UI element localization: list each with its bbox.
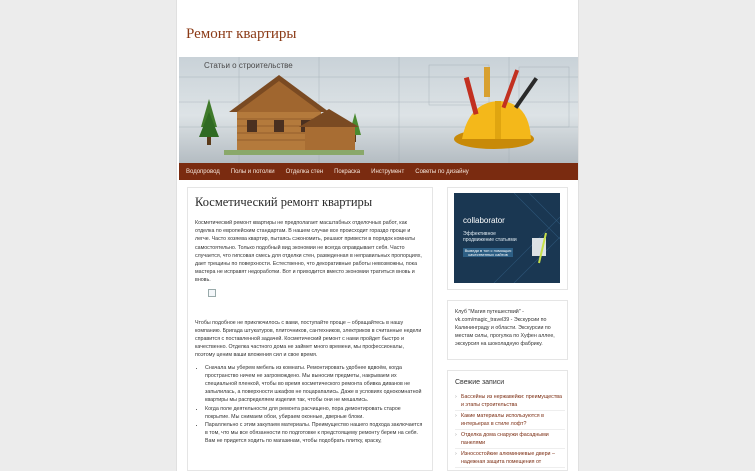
recent-posts-title: Свежие записи: [455, 379, 505, 386]
main-nav: [179, 163, 578, 180]
nav-item-plumbing[interactable]: Водопровод: [186, 168, 220, 175]
nav-item-wall-finishing[interactable]: Отделка стен: [285, 168, 324, 175]
recent-posts-list: [455, 393, 565, 469]
article-list: [205, 364, 425, 446]
list-item: • Когда поле деятельности для ремонта расчищено, пора демонтировать старое покрытие. Мы снимаем обои, убираем оконные, дверные блоки.: [205, 405, 425, 421]
club-text: Клуб "Магия путешествий" - vk.com/magic_travel39 - Экскурсии по Калининграду и области. Экскурсии по местам силы, прогулка по Хуфен аллее, экскурсия на шоколадную фабрику.: [455, 309, 555, 347]
nav-item-painting[interactable]: Покраска: [334, 168, 361, 175]
banner-illustration: [179, 57, 578, 163]
ad-logo: collaborator: [463, 216, 505, 225]
site-title[interactable]: Ремонт квартиры: [186, 26, 297, 42]
recent-post-link[interactable]: › Износостойкие алюминиевые двери – надежная защита помещения от: [455, 450, 565, 468]
site-tagline: Статьи о строительстве: [204, 61, 293, 70]
ad-headline: Эффективное: [463, 231, 496, 237]
list-item: • Параллельно с этим закупаем материалы. Преимущество нашего подхода заключается в том, что мы все обязанности по подготовке к предстоящему ремонту берем на себя. Вам не придется ходить по магазинам, чтобы подобрать плитку, краску,: [205, 421, 425, 446]
nav-item-floors-ceilings[interactable]: Полы и потолки: [230, 168, 275, 175]
recent-post-link[interactable]: › Какие материалы используются в интерьерах в стиле лофт?: [455, 412, 565, 430]
article-paragraph: Чтобы подобное не приключилось с вами, поступайте проще – обращайтесь в нашу компанию. Бригада штукатуров, плиточников, сантехников, электриков в считанные недели справится с поставленной задачей. Косметический ремонт с нами пройдет быстро и качественно. Отделка частного дома не займет много времени, мы профессионалы, поэтому ценим ваши вложения сил и свое время.: [195, 319, 422, 359]
nav-item-tools[interactable]: Инструмент: [371, 168, 405, 175]
article-card: [187, 187, 433, 471]
broken-image-icon: [208, 289, 216, 297]
recent-post-link[interactable]: › Отделка дома снаружи фасадными панелями: [455, 431, 565, 449]
recent-post-link[interactable]: › Бассейны из нержавейки: преимущества и этапы строительства: [455, 393, 565, 411]
article-paragraph: Косметический ремонт квартиры не предполагает масштабных отделочных работ, как отделка по европейским стандартам. В нашем случае все происходит гораздо проще и легче. Часто хозяева квартир, пытаясь сэкономить, решают привести в порядок комнаты самостоятельно. Только подобный вид экономии не всегда оправдывает себя. Часто случается, что гипсовая смесь для отделки стен, разведенная в неправильных пропорциях, дает трещины по поверхности. Естественно, что декоративные работы невозможны, пока мастера не исправят недоработки. Вот и приходится вместо экономии тратиться вновь и вновь.: [195, 220, 422, 284]
header-banner: [179, 57, 578, 163]
collaborator-ad-banner[interactable]: [454, 193, 560, 283]
nav-item-design-tips[interactable]: Советы по дизайну: [415, 168, 469, 175]
ad-cta-button[interactable]: Выведи в топ с помощью качественных сайтов: [464, 247, 512, 257]
list-item: • Сначала мы уберем мебель из комнаты. Ремонтировать удобнее вдвоём, когда пространство ничем не загромождено. Мы выносим предметы, накрываем их специальной пленкой, чтобы во время косметического ремонта обивка диванов не запылилась, а поверхности шкафов не поцарапались. Даже в условиях однокомнатной квартиры мы распределяем изделия так, чтобы они не мешались.: [205, 364, 425, 405]
ad-subheadline: продвижение статьями: [463, 237, 517, 243]
article-title: Косметический ремонт квартиры: [195, 195, 373, 209]
